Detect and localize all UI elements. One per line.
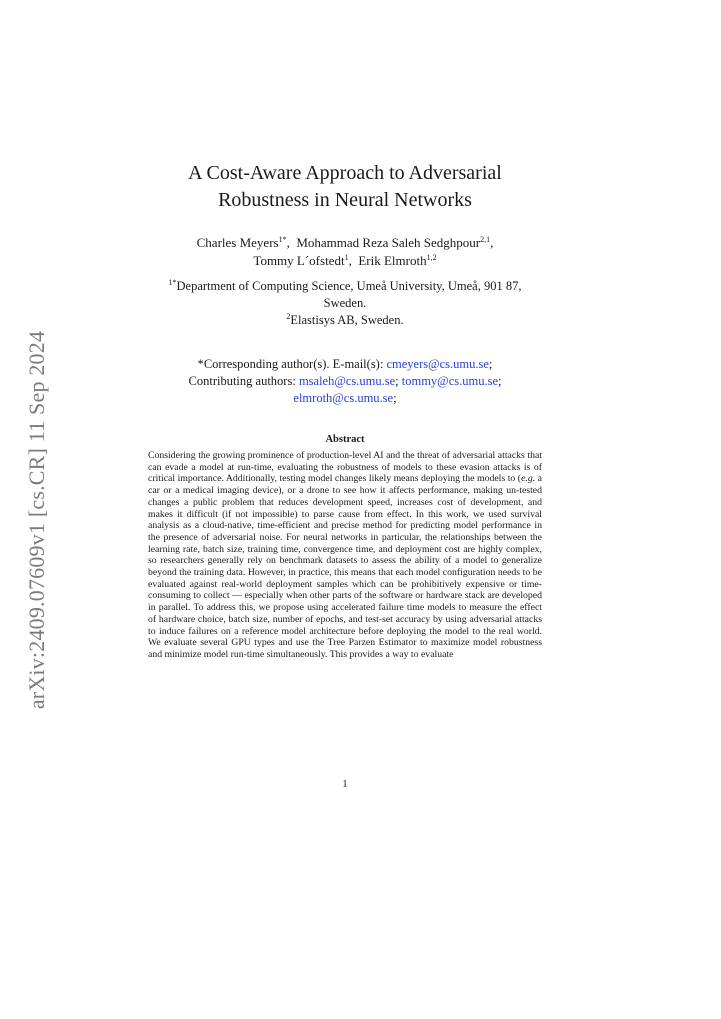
email-link[interactable]: msaleh@cs.umu.se: [298, 374, 396, 388]
abstract-text: a car or a medical imaging device), or a drone to see how it affects performance, making un-tested changes a public problem that reduces development speed, increases cost of development, and makes it difficult (if not impossible) to parse cause from effect. In this work, we used survival analysis as a cloud-native, time-efficient and precise method for predicting model performance in the presence of adversarial noise. For neural networks in particular, the relationships between the learning rate, batch size, training time, convergence time, and deployment cost are highly complex, so researchers generally rely on benchmark datasets to assess the ability of a model to generalize beyond the training data. However, in practice, this means that each model configuration needs to be evaluated against real-world deployment samples which can be prohibitively expensive or time-consuming to collect — especially when other parts of the software or hardware stack are developed in parallel. To address this, we propose using accelerated failure time models to measure the effect of hardware choice, batch size, number of epochs, and test-set accuracy by using adversarial attacks to induce failures on a reference model architecture before deploying the model to the real world. We evaluate several GPU types and use the Tree Parzen Estimator to maximize model robustness and minimize model run-time simultaneously. This provides a way to evaluate: [148, 473, 542, 660]
email-link[interactable]: elmroth@cs.umu.se: [293, 391, 394, 405]
author-name: Charles Meyers: [196, 235, 279, 250]
punctuation: ;: [395, 374, 402, 388]
affiliations: [120, 278, 570, 329]
author-affiliation-mark: 1*: [278, 235, 287, 244]
corresponding-label: *Corresponding author(s). E-mail(s):: [197, 357, 387, 371]
contributing-authors-line-2: [120, 390, 570, 407]
contributing-label: Contributing authors:: [188, 374, 299, 388]
affiliation-text: Elastisys AB, Sweden.: [290, 313, 404, 327]
affiliation-mark: 1*: [168, 278, 177, 287]
contributing-authors-line: [120, 373, 570, 390]
arxiv-identifier: arXiv:2409.07609v1 [cs.CR] 11 Sep 2024: [24, 330, 49, 710]
author-affiliation-mark: 1: [344, 253, 349, 262]
punctuation: ;: [393, 391, 397, 405]
affiliation-1-continued: Sweden.: [323, 296, 367, 310]
paper-title: [120, 160, 570, 214]
author-name: Mohammad Reza Saleh Sedghpour: [296, 235, 481, 250]
author-line-1: Charles Meyers$^{1*}$, Mohammad Reza Saleh Sedghpour$^{2,1}$,: [196, 235, 494, 250]
abstract-heading: Abstract: [325, 434, 365, 445]
contact-emails: [120, 356, 570, 407]
punctuation: ;: [488, 357, 493, 371]
author-affiliation-mark: 2,1: [480, 235, 491, 244]
affiliation-mark: 2: [286, 312, 291, 321]
punctuation: ;: [498, 374, 502, 388]
corresponding-author-line: [120, 356, 570, 373]
affiliation-1: [120, 278, 570, 295]
email-link[interactable]: tommy@cs.umu.se: [401, 374, 498, 388]
author-name: Erik Elmroth: [358, 253, 427, 268]
page-number: 1: [342, 778, 348, 790]
abstract-body: [148, 450, 542, 661]
affiliation-text: Department of Computing Science, Umeå University, Umeå, 901 87,: [176, 279, 522, 293]
affiliation-2: [120, 312, 570, 329]
email-link[interactable]: cmeyers@cs.umu.se: [386, 357, 489, 371]
author-list: [120, 234, 570, 270]
paper-title-line-2: Robustness in Neural Networks: [218, 189, 472, 211]
abstract-italic-text: e.g.: [521, 473, 536, 485]
author-line-2: Tommy L´ofstedt$^1$, Erik Elmroth$^{1,2}$: [253, 253, 437, 268]
arxiv-sidebar-stamp: [22, 320, 52, 720]
author-affiliation-mark: 1,2: [426, 253, 437, 262]
paper-title-line-1: A Cost-Aware Approach to Adversarial: [188, 162, 502, 184]
abstract-text: Considering the growing prominence of production-level AI and the threat of adversarial attacks that can evade a model at run-time, evaluating the robustness of models to these evasion attacks is of critical importance. Additionally, testing model changes likely means deploying the models to (: [148, 450, 542, 485]
author-name: Tommy L´ofstedt: [253, 253, 345, 268]
